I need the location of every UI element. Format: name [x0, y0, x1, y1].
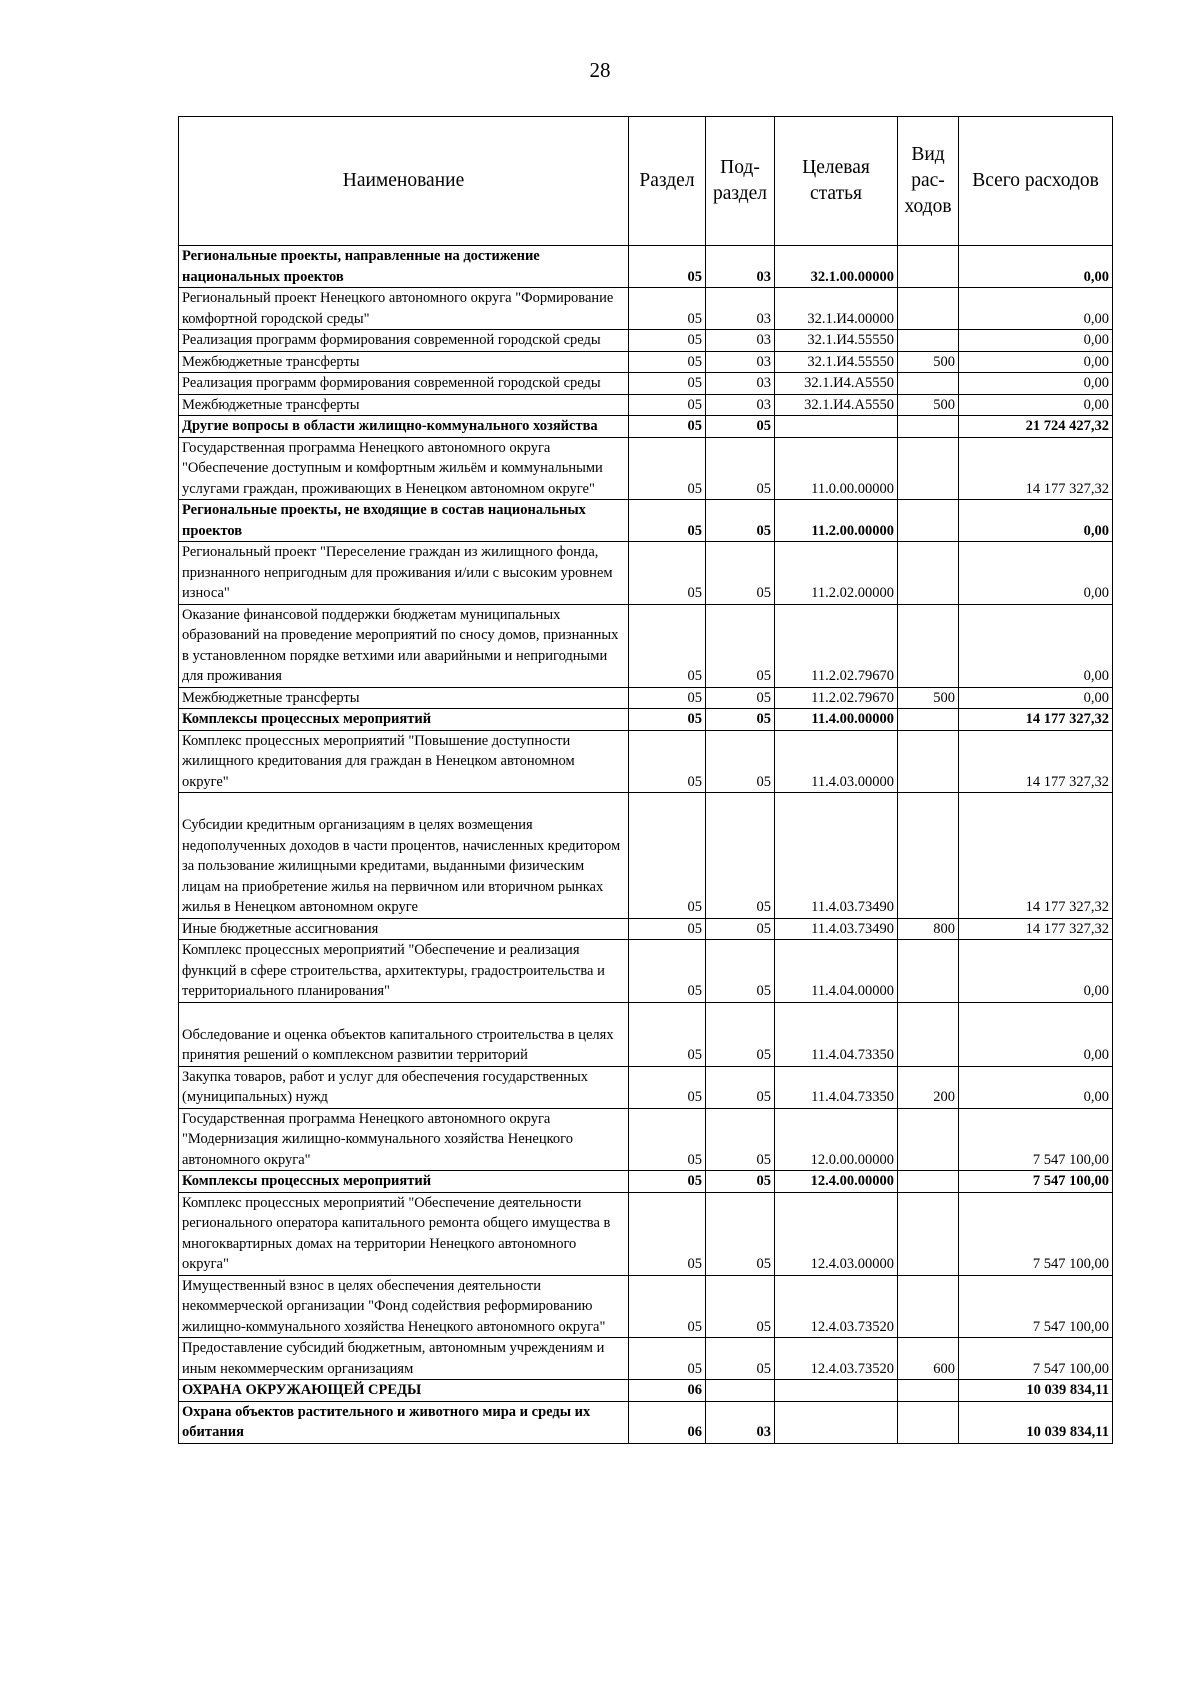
cell-type [898, 604, 959, 687]
cell-type [898, 542, 959, 605]
cell-section: 05 [629, 687, 706, 709]
budget-table [178, 116, 1113, 1444]
cell-name: Региональный проект "Переселение граждан из жилищного фонда, признанного непригодным для проживания и/или с высоким уровнем износа" [179, 542, 629, 605]
table-row [179, 687, 1113, 709]
cell-name: Обследование и оценка объектов капитального строительства в целях принятия решений о комплексном развитии территорий [179, 1002, 629, 1066]
cell-type [898, 373, 959, 395]
cell-total: 14 177 327,32 [959, 918, 1113, 940]
page-number: 28 [589, 58, 611, 82]
table-row [179, 416, 1113, 438]
cell-total: 0,00 [959, 687, 1113, 709]
cell-name: Закупка товаров, работ и услуг для обеспечения государственных (муниципальных) нужд [179, 1066, 629, 1108]
cell-section: 05 [629, 394, 706, 416]
cell-subsection: 05 [706, 709, 775, 731]
cell-total: 0,00 [959, 542, 1113, 605]
cell-section: 05 [629, 373, 706, 395]
table-row [179, 1380, 1113, 1402]
cell-article [775, 1401, 898, 1443]
cell-total: 0,00 [959, 351, 1113, 373]
cell-article [775, 1380, 898, 1402]
table-row [179, 1002, 1113, 1066]
cell-article: 32.1.И4.А5550 [775, 394, 898, 416]
cell-total: 7 547 100,00 [959, 1171, 1113, 1193]
cell-subsection: 03 [706, 351, 775, 373]
cell-article: 12.4.03.73520 [775, 1275, 898, 1338]
cell-total: 0,00 [959, 940, 1113, 1003]
cell-type [898, 500, 959, 542]
cell-total: 0,00 [959, 288, 1113, 330]
cell-subsection: 05 [706, 1192, 775, 1275]
cell-name: Комплексы процессных мероприятий [179, 1171, 629, 1193]
cell-subsection: 05 [706, 1338, 775, 1380]
cell-total: 0,00 [959, 500, 1113, 542]
cell-type [898, 416, 959, 438]
cell-article: 32.1.00.00000 [775, 246, 898, 288]
cell-subsection: 05 [706, 604, 775, 687]
cell-section: 05 [629, 288, 706, 330]
cell-section: 05 [629, 330, 706, 352]
cell-name: Комплекс процессных мероприятий "Обеспечение и реализация функций в сфере строительства, архитектуры, градостроительства и территориального планирования" [179, 940, 629, 1003]
cell-total: 14 177 327,32 [959, 793, 1113, 919]
cell-article: 12.4.00.00000 [775, 1171, 898, 1193]
cell-total: 7 547 100,00 [959, 1192, 1113, 1275]
cell-subsection: 05 [706, 1108, 775, 1171]
cell-section: 05 [629, 542, 706, 605]
cell-name: Реализация программ формирования современной городской среды [179, 373, 629, 395]
cell-name: Комплексы процессных мероприятий [179, 709, 629, 731]
cell-subsection: 05 [706, 1066, 775, 1108]
cell-article: 32.1.И4.00000 [775, 288, 898, 330]
cell-name: Государственная программа Ненецкого автономного округа "Обеспечение доступным и комфортным жильём и коммунальными услугами граждан, проживающих в Ненецком автономном округе" [179, 437, 629, 500]
cell-total: 21 724 427,32 [959, 416, 1113, 438]
table-row [179, 1171, 1113, 1193]
table-row [179, 542, 1113, 605]
table-row [179, 709, 1113, 731]
cell-article: 11.2.02.79670 [775, 604, 898, 687]
cell-total: 7 547 100,00 [959, 1108, 1113, 1171]
cell-name: Региональные проекты, направленные на достижение национальных проектов [179, 246, 629, 288]
cell-subsection: 05 [706, 918, 775, 940]
table-body [179, 246, 1113, 1444]
cell-subsection [706, 1380, 775, 1402]
table-row [179, 1192, 1113, 1275]
cell-article: 11.4.03.00000 [775, 730, 898, 793]
table-row [179, 918, 1113, 940]
cell-type [898, 709, 959, 731]
cell-section: 05 [629, 604, 706, 687]
cell-section: 05 [629, 709, 706, 731]
cell-name: Субсидии кредитным организациям в целях возмещения недополученных доходов в части процентов, начисленных кредитором за пользование жилищными кредитами, выданными физическим лицам на приобретение жилья на первичном или вторичном рынках жилья в Ненецком автономном округе [179, 793, 629, 919]
cell-type [898, 1401, 959, 1443]
cell-section: 05 [629, 730, 706, 793]
cell-subsection: 03 [706, 373, 775, 395]
cell-type [898, 246, 959, 288]
cell-name: Региональный проект Ненецкого автономного округа "Формирование комфортной городской среды" [179, 288, 629, 330]
cell-section: 05 [629, 500, 706, 542]
table-row [179, 246, 1113, 288]
cell-section: 05 [629, 1338, 706, 1380]
cell-total: 10 039 834,11 [959, 1380, 1113, 1402]
cell-name: Региональные проекты, не входящие в состав национальных проектов [179, 500, 629, 542]
cell-name: Межбюджетные трансферты [179, 687, 629, 709]
cell-name: Оказание финансовой поддержки бюджетам муниципальных образований на проведение мероприятий по сносу домов, признанных в установленном порядке ветхими или аварийными и непригодными для проживания [179, 604, 629, 687]
table-row [179, 730, 1113, 793]
cell-type [898, 1192, 959, 1275]
header-total: Всего расходов [959, 117, 1113, 246]
cell-article: 11.2.02.79670 [775, 687, 898, 709]
cell-article: 11.4.04.73350 [775, 1066, 898, 1108]
cell-article: 32.1.И4.55550 [775, 330, 898, 352]
cell-name: Охрана объектов растительного и животного мира и среды их обитания [179, 1401, 629, 1443]
cell-article: 12.4.03.00000 [775, 1192, 898, 1275]
cell-total: 0,00 [959, 373, 1113, 395]
cell-subsection: 05 [706, 687, 775, 709]
table-row [179, 437, 1113, 500]
cell-article: 32.1.И4.55550 [775, 351, 898, 373]
cell-name: Комплекс процессных мероприятий "Обеспечение деятельности регионального оператора капитального ремонта общего имущества в многоквартирных домах на территории Ненецкого автономного округа" [179, 1192, 629, 1275]
cell-subsection: 05 [706, 437, 775, 500]
cell-name: Реализация программ формирования современной городской среды [179, 330, 629, 352]
cell-type [898, 330, 959, 352]
cell-subsection: 05 [706, 500, 775, 542]
cell-article: 12.4.03.73520 [775, 1338, 898, 1380]
cell-type [898, 940, 959, 1003]
cell-subsection: 03 [706, 394, 775, 416]
table-row [179, 940, 1113, 1003]
cell-section: 05 [629, 1192, 706, 1275]
cell-name: Комплекс процессных мероприятий "Повышение доступности жилищного кредитования для граждан в Ненецком автономном округе" [179, 730, 629, 793]
table-row [179, 1066, 1113, 1108]
cell-total: 14 177 327,32 [959, 730, 1113, 793]
table-row [179, 1108, 1113, 1171]
cell-section: 05 [629, 246, 706, 288]
cell-type [898, 1171, 959, 1193]
cell-article: 11.4.04.73350 [775, 1002, 898, 1066]
cell-name: Имущественный взнос в целях обеспечения деятельности некоммерческой организации "Фонд содействия реформированию жилищно-коммунального хозяйства Ненецкого автономного округа" [179, 1275, 629, 1338]
cell-name: Другие вопросы в области жилищно-коммунального хозяйства [179, 416, 629, 438]
cell-type [898, 730, 959, 793]
cell-article: 11.2.02.00000 [775, 542, 898, 605]
cell-name: Межбюджетные трансферты [179, 351, 629, 373]
cell-total: 7 547 100,00 [959, 1338, 1113, 1380]
cell-total: 0,00 [959, 1002, 1113, 1066]
table-row [179, 288, 1113, 330]
table-row [179, 1401, 1113, 1443]
cell-article: 11.2.00.00000 [775, 500, 898, 542]
cell-type: 500 [898, 687, 959, 709]
cell-article: 11.4.00.00000 [775, 709, 898, 731]
cell-section: 05 [629, 918, 706, 940]
cell-subsection: 05 [706, 730, 775, 793]
cell-article: 12.0.00.00000 [775, 1108, 898, 1171]
cell-type [898, 1275, 959, 1338]
cell-article: 11.4.03.73490 [775, 918, 898, 940]
cell-name: Предоставление субсидий бюджетным, автономным учреждениям и иным некоммерческим организациям [179, 1338, 629, 1380]
table-row [179, 394, 1113, 416]
cell-type: 800 [898, 918, 959, 940]
cell-section: 05 [629, 1002, 706, 1066]
cell-name: Государственная программа Ненецкого автономного округа "Модернизация жилищно-коммунального хозяйства Ненецкого автономного округа" [179, 1108, 629, 1171]
cell-section: 06 [629, 1401, 706, 1443]
cell-subsection: 03 [706, 246, 775, 288]
cell-article: 11.0.00.00000 [775, 437, 898, 500]
table-row [179, 373, 1113, 395]
cell-total: 14 177 327,32 [959, 709, 1113, 731]
cell-subsection: 05 [706, 1275, 775, 1338]
cell-total: 0,00 [959, 604, 1113, 687]
table-row [179, 330, 1113, 352]
cell-section: 05 [629, 1066, 706, 1108]
cell-section: 06 [629, 1380, 706, 1402]
cell-subsection: 03 [706, 288, 775, 330]
cell-type [898, 1108, 959, 1171]
cell-section: 05 [629, 437, 706, 500]
cell-subsection: 03 [706, 1401, 775, 1443]
cell-type [898, 793, 959, 919]
cell-section: 05 [629, 940, 706, 1003]
cell-type [898, 1380, 959, 1402]
cell-section: 05 [629, 793, 706, 919]
cell-section: 05 [629, 351, 706, 373]
table-header-row [179, 117, 1113, 246]
cell-name: Межбюджетные трансферты [179, 394, 629, 416]
cell-name: ОХРАНА ОКРУЖАЮЩЕЙ СРЕДЫ [179, 1380, 629, 1402]
cell-section: 05 [629, 1108, 706, 1171]
header-article: Целевая статья [775, 117, 898, 246]
cell-name: Иные бюджетные ассигнования [179, 918, 629, 940]
cell-subsection: 05 [706, 542, 775, 605]
cell-total: 7 547 100,00 [959, 1275, 1113, 1338]
table-row [179, 1275, 1113, 1338]
cell-type: 600 [898, 1338, 959, 1380]
cell-subsection: 05 [706, 793, 775, 919]
cell-type: 200 [898, 1066, 959, 1108]
cell-total: 10 039 834,11 [959, 1401, 1113, 1443]
cell-article: 32.1.И4.А5550 [775, 373, 898, 395]
cell-total: 0,00 [959, 246, 1113, 288]
cell-type [898, 437, 959, 500]
cell-section: 05 [629, 416, 706, 438]
header-section: Раздел [629, 117, 706, 246]
cell-type: 500 [898, 394, 959, 416]
cell-subsection: 05 [706, 416, 775, 438]
cell-section: 05 [629, 1275, 706, 1338]
cell-total: 14 177 327,32 [959, 437, 1113, 500]
table-row [179, 604, 1113, 687]
cell-subsection: 05 [706, 940, 775, 1003]
table-row [179, 351, 1113, 373]
cell-total: 0,00 [959, 394, 1113, 416]
table-row [179, 793, 1113, 919]
table-row [179, 500, 1113, 542]
header-subsection: Под- раздел [706, 117, 775, 246]
table-row [179, 1338, 1113, 1380]
header-name: Наименование [179, 117, 629, 246]
cell-subsection: 05 [706, 1171, 775, 1193]
cell-article: 11.4.04.00000 [775, 940, 898, 1003]
cell-article [775, 416, 898, 438]
cell-section: 05 [629, 1171, 706, 1193]
cell-total: 0,00 [959, 1066, 1113, 1108]
cell-article: 11.4.03.73490 [775, 793, 898, 919]
cell-type [898, 288, 959, 330]
cell-type [898, 1002, 959, 1066]
cell-subsection: 05 [706, 1002, 775, 1066]
cell-total: 0,00 [959, 330, 1113, 352]
cell-subsection: 03 [706, 330, 775, 352]
header-type: Вид рас- ходов [898, 117, 959, 246]
cell-type: 500 [898, 351, 959, 373]
